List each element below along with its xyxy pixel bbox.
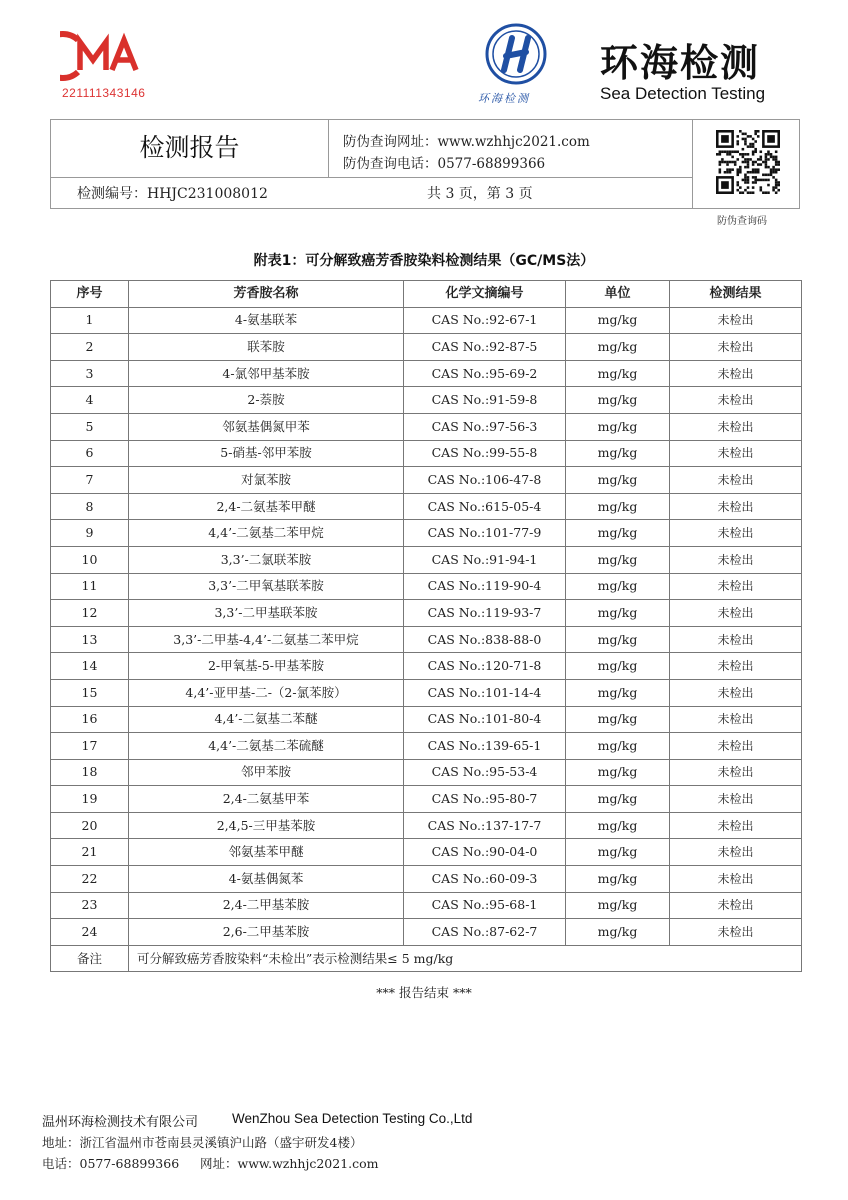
cell-cas: CAS No.:101-80-4 [404, 706, 566, 733]
cell-cas: CAS No.:139-65-1 [404, 733, 566, 760]
cell-result: 未检出 [670, 440, 802, 467]
cell-index: 14 [51, 653, 129, 680]
cell-index: 5 [51, 413, 129, 440]
cell-unit: mg/kg [566, 786, 670, 813]
table-row [51, 493, 802, 520]
cell-cas: CAS No.:119-90-4 [404, 573, 566, 600]
table-row [51, 387, 802, 414]
cell-name: 4-氨基联苯 [129, 307, 404, 334]
cell-unit: mg/kg [566, 387, 670, 414]
table-row [51, 892, 802, 919]
cell-index: 1 [51, 307, 129, 334]
header-index: 序号 [51, 281, 129, 308]
cell-index: 20 [51, 812, 129, 839]
cell-unit: mg/kg [566, 600, 670, 627]
cell-cas: CAS No.:87-62-7 [404, 919, 566, 946]
table-row [51, 626, 802, 653]
cell-cas: CAS No.:119-93-7 [404, 600, 566, 627]
cell-name: 5-硝基-邻甲苯胺 [129, 440, 404, 467]
footer-company-cn: 温州环海检测技术有限公司 [42, 1115, 199, 1130]
table-row [51, 653, 802, 680]
cell-cas: CAS No.:137-17-7 [404, 812, 566, 839]
report-info-box [50, 119, 800, 209]
cell-cas: CAS No.:838-88-0 [404, 626, 566, 653]
cell-name: 2-萘胺 [129, 387, 404, 414]
cell-cas: CAS No.:92-67-1 [404, 307, 566, 334]
cell-unit: mg/kg [566, 493, 670, 520]
cell-unit: mg/kg [566, 653, 670, 680]
cell-name: 4-氯邻甲基苯胺 [129, 360, 404, 387]
cma-logo [60, 30, 150, 82]
cell-name: 邻氨基苯甲醚 [129, 839, 404, 866]
cell-index: 2 [51, 334, 129, 361]
cell-index: 3 [51, 360, 129, 387]
cell-result: 未检出 [670, 653, 802, 680]
table-row [51, 786, 802, 813]
cell-result: 未检出 [670, 360, 802, 387]
table-title: 附表1：可分解致癌芳香胺染料检测结果（GC/MS法） [253, 253, 595, 269]
table-row [51, 360, 802, 387]
footer-phone: 电话：0577-68899366 [42, 1156, 180, 1171]
cell-result: 未检出 [670, 546, 802, 573]
cell-name: 4-氨基偶氮苯 [129, 866, 404, 893]
cell-name: 2-甲氧基-5-甲基苯胺 [129, 653, 404, 680]
cell-cas: CAS No.:97-56-3 [404, 413, 566, 440]
cell-name: 4,4’-亚甲基-二-（2-氯苯胺） [129, 679, 404, 706]
table-row [51, 573, 802, 600]
cell-unit: mg/kg [566, 839, 670, 866]
cell-cas: CAS No.:615-05-4 [404, 493, 566, 520]
cell-result: 未检出 [670, 626, 802, 653]
cell-name: 3,3’-二甲氧基联苯胺 [129, 573, 404, 600]
table-row [51, 307, 802, 334]
cell-unit: mg/kg [566, 866, 670, 893]
cell-name: 4,4’-二氨基二苯甲烷 [129, 520, 404, 547]
cell-cas: CAS No.:101-77-9 [404, 520, 566, 547]
cell-unit: mg/kg [566, 706, 670, 733]
cell-name: 3,3’-二氯联苯胺 [129, 546, 404, 573]
cell-index: 18 [51, 759, 129, 786]
footer-address: 地址：浙江省温州市苍南县灵溪镇沪山路（盛宇研发4楼） [42, 1135, 363, 1150]
cell-result: 未检出 [670, 679, 802, 706]
cell-unit: mg/kg [566, 733, 670, 760]
cell-index: 22 [51, 866, 129, 893]
cell-name: 4,4’-二氨基二苯醚 [129, 706, 404, 733]
cell-unit: mg/kg [566, 413, 670, 440]
cell-unit: mg/kg [566, 520, 670, 547]
cell-unit: mg/kg [566, 679, 670, 706]
cell-unit: mg/kg [566, 626, 670, 653]
note-row [51, 945, 802, 972]
cell-unit: mg/kg [566, 440, 670, 467]
cell-result: 未检出 [670, 919, 802, 946]
cell-cas: CAS No.:95-80-7 [404, 786, 566, 813]
cell-name: 3,3’-二甲基联苯胺 [129, 600, 404, 627]
cell-index: 10 [51, 546, 129, 573]
cell-name: 邻甲苯胺 [129, 759, 404, 786]
verify-phone: 防伪查询电话：0577-68899366 [343, 156, 546, 172]
table-row [51, 812, 802, 839]
cell-name: 2,4-二氨基苯甲醚 [129, 493, 404, 520]
cell-cas: CAS No.:95-53-4 [404, 759, 566, 786]
cell-cas: CAS No.:99-55-8 [404, 440, 566, 467]
cell-name: 3,3’-二甲基-4,4’-二氨基二苯甲烷 [129, 626, 404, 653]
cell-index: 19 [51, 786, 129, 813]
cell-name: 4,4’-二氨基二苯硫醚 [129, 733, 404, 760]
cell-result: 未检出 [670, 786, 802, 813]
report-end-marker: *** 报告结束 *** [376, 985, 472, 1000]
cell-index: 7 [51, 467, 129, 494]
header-cas: 化学文摘编号 [404, 281, 566, 308]
cell-index: 24 [51, 919, 129, 946]
cell-result: 未检出 [670, 413, 802, 440]
cell-index: 12 [51, 600, 129, 627]
cell-result: 未检出 [670, 812, 802, 839]
cell-cas: CAS No.:95-68-1 [404, 892, 566, 919]
cell-result: 未检出 [670, 892, 802, 919]
cell-cas: CAS No.:101-14-4 [404, 679, 566, 706]
footer-website[interactable]: 网址：www.wzhhjc2021.com [200, 1156, 379, 1171]
table-row [51, 733, 802, 760]
cell-name: 2,4-二氨基甲苯 [129, 786, 404, 813]
table-row [51, 334, 802, 361]
cma-number: 221111343146 [62, 86, 146, 100]
cell-unit: mg/kg [566, 919, 670, 946]
table-row [51, 839, 802, 866]
cell-result: 未检出 [670, 866, 802, 893]
cell-unit: mg/kg [566, 759, 670, 786]
table-row [51, 600, 802, 627]
cell-unit: mg/kg [566, 892, 670, 919]
company-logo-icon [484, 22, 548, 86]
cell-cas: CAS No.:60-09-3 [404, 866, 566, 893]
cell-cas: CAS No.:95-69-2 [404, 360, 566, 387]
table-row [51, 706, 802, 733]
cell-index: 9 [51, 520, 129, 547]
cell-result: 未检出 [670, 520, 802, 547]
cell-result: 未检出 [670, 706, 802, 733]
qr-caption: 防伪查询码 [717, 216, 767, 227]
cell-cas: CAS No.:91-94-1 [404, 546, 566, 573]
table-row [51, 919, 802, 946]
header-result: 检测结果 [670, 281, 802, 308]
results-table [50, 280, 802, 972]
verify-url: 防伪查询网址：www.wzhhjc2021.com [343, 134, 590, 150]
cell-unit: mg/kg [566, 307, 670, 334]
table-row [51, 866, 802, 893]
header-unit: 单位 [566, 281, 670, 308]
cell-cas: CAS No.:90-04-0 [404, 839, 566, 866]
cell-unit: mg/kg [566, 467, 670, 494]
table-row [51, 679, 802, 706]
cell-result: 未检出 [670, 307, 802, 334]
cell-name: 2,4,5-三甲基苯胺 [129, 812, 404, 839]
cell-result: 未检出 [670, 334, 802, 361]
cell-result: 未检出 [670, 573, 802, 600]
cell-name: 邻氨基偶氮甲苯 [129, 413, 404, 440]
cell-index: 23 [51, 892, 129, 919]
header-name: 芳香胺名称 [129, 281, 404, 308]
note-label: 备注 [51, 945, 129, 972]
cell-result: 未检出 [670, 733, 802, 760]
report-number: 检测编号：HHJC231008012 [77, 186, 268, 202]
logo-subtitle: 环海检测 [478, 92, 530, 105]
cell-index: 13 [51, 626, 129, 653]
page-count: 共 3 页，第 3 页 [427, 186, 533, 202]
cell-result: 未检出 [670, 600, 802, 627]
cell-unit: mg/kg [566, 546, 670, 573]
cell-name: 对氯苯胺 [129, 467, 404, 494]
table-row [51, 546, 802, 573]
cell-name: 2,6-二甲基苯胺 [129, 919, 404, 946]
table-header-row [51, 281, 802, 308]
cell-cas: CAS No.:120-71-8 [404, 653, 566, 680]
company-name-cn: 环海检测 [600, 41, 761, 85]
cell-index: 21 [51, 839, 129, 866]
cell-name: 2,4-二甲基苯胺 [129, 892, 404, 919]
cell-result: 未检出 [670, 759, 802, 786]
cell-index: 4 [51, 387, 129, 414]
report-title: 检测报告 [139, 133, 240, 162]
cell-unit: mg/kg [566, 334, 670, 361]
table-row [51, 467, 802, 494]
cell-unit: mg/kg [566, 360, 670, 387]
cell-cas: CAS No.:91-59-8 [404, 387, 566, 414]
qr-code-icon[interactable] [716, 130, 780, 194]
cell-index: 11 [51, 573, 129, 600]
cell-index: 17 [51, 733, 129, 760]
cell-index: 8 [51, 493, 129, 520]
cell-name: 联苯胺 [129, 334, 404, 361]
cell-result: 未检出 [670, 493, 802, 520]
cell-result: 未检出 [670, 387, 802, 414]
cell-index: 15 [51, 679, 129, 706]
table-row [51, 759, 802, 786]
note-text: 可分解致癌芳香胺染料“未检出”表示检测结果≤ 5 mg/kg [129, 945, 802, 972]
cell-cas: CAS No.:106-47-8 [404, 467, 566, 494]
cell-result: 未检出 [670, 839, 802, 866]
table-row [51, 520, 802, 547]
cell-cas: CAS No.:92-87-5 [404, 334, 566, 361]
table-row [51, 413, 802, 440]
footer-company-en: WenZhou Sea Detection Testing Co.,Ltd [232, 1111, 473, 1126]
cell-unit: mg/kg [566, 812, 670, 839]
company-name-en: Sea Detection Testing [600, 84, 766, 103]
cell-index: 6 [51, 440, 129, 467]
cell-result: 未检出 [670, 467, 802, 494]
table-row [51, 440, 802, 467]
cell-index: 16 [51, 706, 129, 733]
cell-unit: mg/kg [566, 573, 670, 600]
